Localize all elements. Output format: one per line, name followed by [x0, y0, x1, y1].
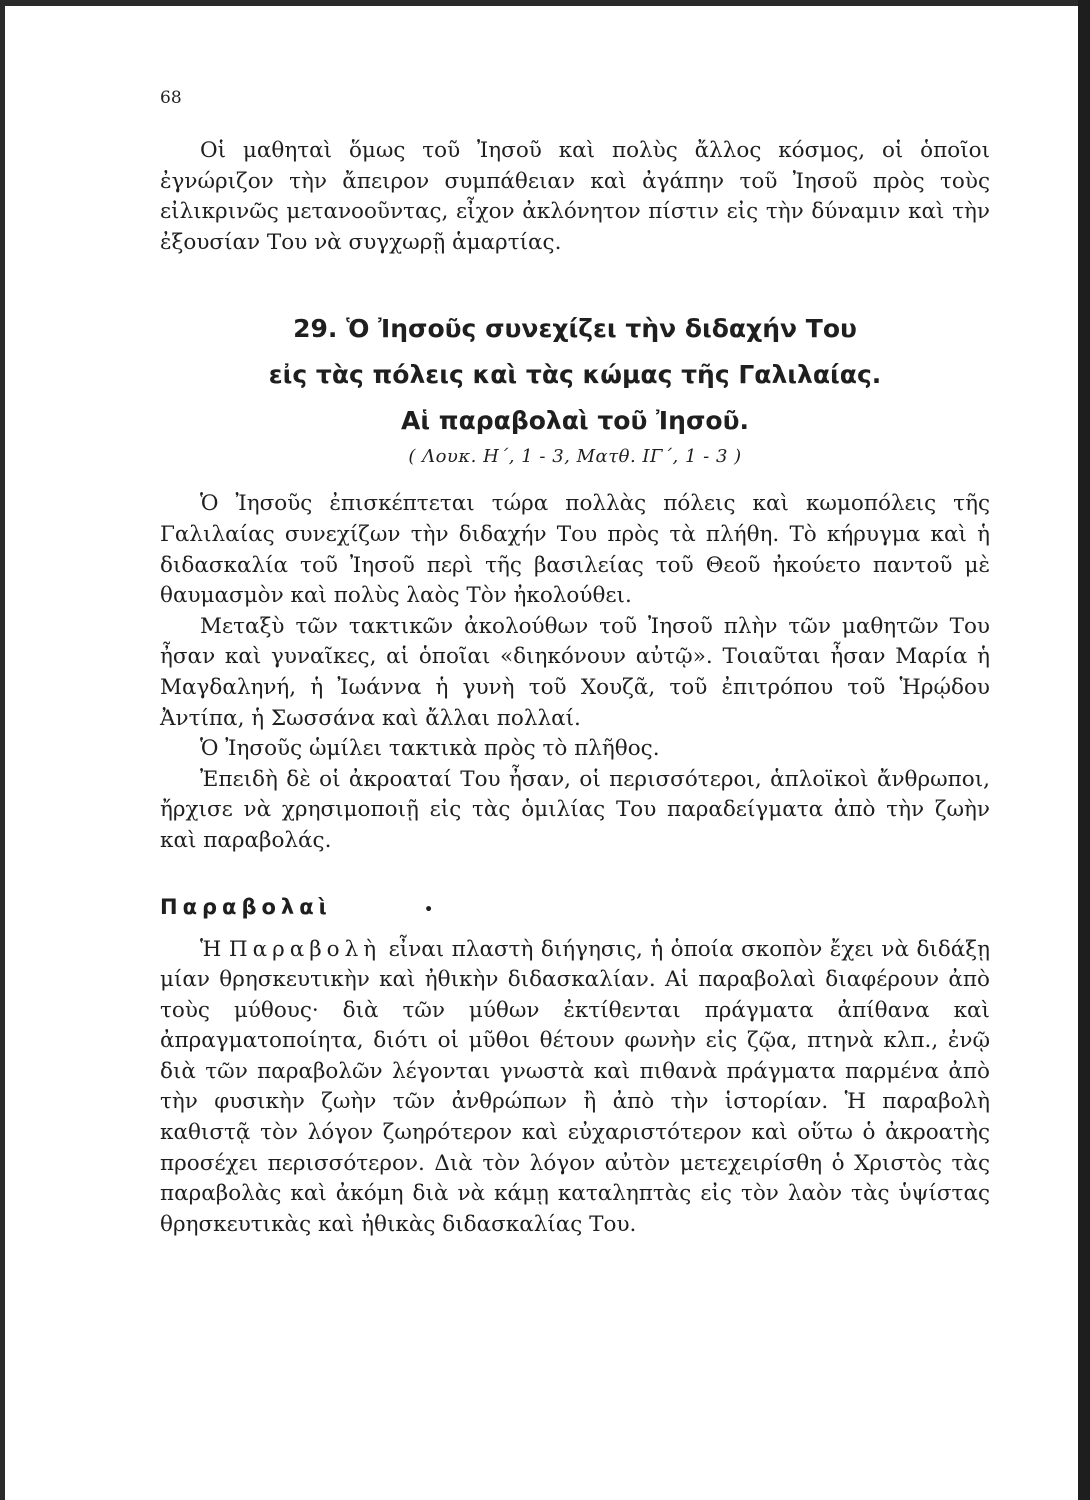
body-paragraph: Μεταξὺ τῶν τακτικῶν ἀκολούθων τοῦ Ἰησοῦ πλὴν τῶν μαθητῶν Του ἦσαν καὶ γυναῖκες, αἱ ὁποῖαι «διηκόνουν αὐτῷ». Τοιαῦται ἦσαν Μαρία ἡ Μαγδαληνή, ἡ Ἰωάννα ἡ γυνὴ τοῦ Χουζᾶ, τοῦ ἐπιτρόπου τοῦ Ἡρῴδου Ἀντίπα, ἡ Σωσσάνα καὶ ἄλλαι πολλαί. [160, 613, 990, 731]
scripture-reference: ( Λουκ. Η΄, 1 - 3, Ματθ. ΙΓ΄, 1 - 3 ) [408, 446, 742, 468]
section-heading-line-1: 29. Ὁ Ἰησοῦς συνεχίζει τὴν διδαχήν Του [293, 314, 857, 344]
page-content [160, 88, 990, 1240]
section-heading-line-2: εἰς τὰς πόλεις καὶ τὰς κώμας τῆς Γαλιλαίας. [268, 360, 882, 390]
scan-border-left [0, 0, 5, 1500]
body-paragraph: Ὁ Ἰησοῦς ἐπισκέπτεται τώρα πολλὰς πόλεις καὶ κωμοπόλεις τῆς Γαλιλαίας συνεχίζων τὴν διδαχήν Του πρὸς τὰ πλήθη. Τὸ κήρυγμα καὶ ἡ διδασκαλία τοῦ Ἰησοῦ περὶ τῆς βασιλείας τοῦ Θεοῦ ἠκούετο παντοῦ μὲ θαυμασμὸν καὶ πολὺς λαὸς Τὸν ἠκολούθει. [160, 491, 990, 609]
body-paragraph: Ὁ Ἰησοῦς ὡμίλει τακτικὰ πρὸς τὸ πλῆθος. [200, 736, 660, 762]
parables-subheading-text: Παραβολαὶ [160, 894, 332, 919]
paragraph-text: εἶναι πλαστὴ διήγησις, ἡ ὁποία σκοπὸν ἔχει νὰ διδάξῃ μίαν θρησκευτικὴν καὶ ἠθικὴν διδασκαλίαν. Αἱ παραβολαὶ διαφέρουν ἀπὸ τοὺς μύθους· διὰ τῶν μύθων ἐκτίθενται πράγματα ἀπίθανα καὶ ἀπραγματοποίητα, διότι οἱ μῦθοι θέτουν φωνὴν εἰς ζῷα, πτηνὰ κλπ., ἐνῷ διὰ τῶν παραβολῶν λέγονται γνωστὰ καὶ πιθανὰ πράγματα παρμένα ἀπὸ τὴν φυσικὴν ζωὴν τῶν ἀνθρώπων ἢ ἀπὸ τὴν ἱστορίαν. Ἡ παραβολὴ καθιστᾷ τὸν λόγον ζωηρότερον καὶ εὐχαριστότερον καὶ οὕτω ὁ ἀκροατὴς προσέχει περισσότερον. Διὰ τὸν λόγον αὐτὸν μετεχειρίσθη ὁ Χριστὸς τὰς παραβολὰς καὶ ἀκόμη διὰ νὰ κάμῃ καταληπτὰς εἰς τὸν λαὸν τὰς ὑψίστας θρησκευτικὰς καὶ ἠθικὰς διδασκαλίας Του. [160, 936, 991, 1237]
paragraph-lead-word: Ἡ [200, 936, 222, 962]
scan-border-top [0, 0, 1090, 6]
page-number: 68 [160, 88, 182, 108]
subheading-mark: • [424, 901, 439, 918]
intro-paragraph: Οἱ μαθηταὶ ὅμως τοῦ Ἰησοῦ καὶ πολὺς ἄλλος κόσμος, οἱ ὁποῖοι ἐγνώριζον τὴν ἄπειρον συμπάθειαν καὶ ἀγάπην τοῦ Ἰησοῦ πρὸς τοὺς εἰλικρινῶς μετανοοῦντας, εἶχον ἀκλόνητον πίστιν εἰς τὴν δύναμιν καὶ τὴν ἐξουσίαν Του νὰ συγχωρῇ ἁμαρτίας. [160, 138, 990, 255]
body-paragraph: Ἐπειδὴ δὲ οἱ ἀκροαταί Του ἦσαν, οἱ περισσότεροι, ἁπλοϊκοὶ ἄνθρωποι, ἤρχισε νὰ χρησιμοποιῇ εἰς τὰς ὁμιλίας Του παραδείγματα ἀπὸ τὴν ζωὴν καὶ παραβολάς. [160, 766, 990, 853]
parables-paragraph [160, 935, 990, 1241]
section-heading [160, 306, 990, 444]
scan-border-right [1078, 0, 1090, 1500]
section-heading-line-3: Αἱ παραβολαὶ τοῦ Ἰησοῦ. [401, 406, 749, 436]
parable-term: Παραβολὴ [228, 936, 382, 962]
parables-subheading [160, 895, 990, 919]
